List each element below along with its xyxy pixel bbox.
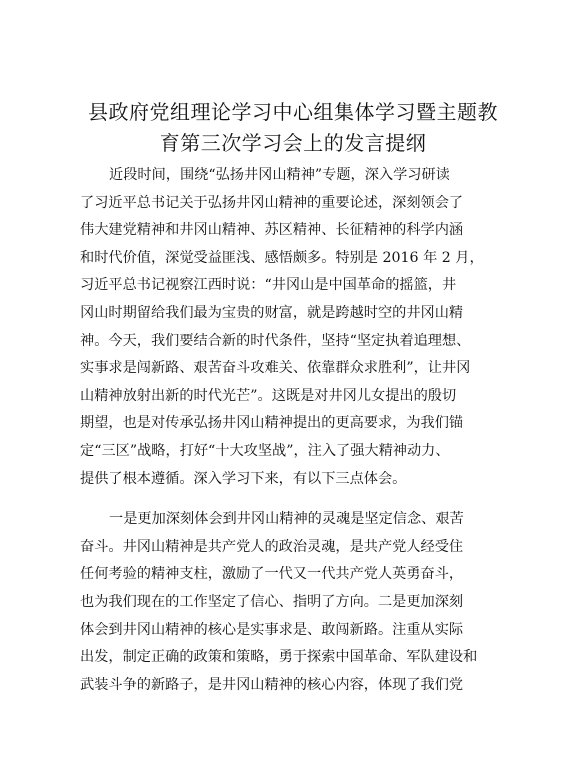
paragraph-line: 定“三区”战略，打好“十大攻坚战”，注入了强大精神动力、 (80, 442, 450, 459)
paragraph-line: 伟大建党精神和井冈山精神、苏区精神、长征精神的科学内涵 (80, 222, 464, 239)
paragraph-line: 提供了根本遵循。深入学习下来，有以下三点体会。 (80, 470, 407, 487)
document-body (80, 162, 510, 699)
paragraph-line: 了习近平总书记关于弘扬井冈山精神的重要论述，深刻领会了 (80, 194, 464, 211)
title-line: 县政府党组理论学习中心组集体学习暨主题教 (88, 100, 498, 124)
paragraph-line: 习近平总书记视察江西时说：“井冈山是中国革命的摇篮，井 (80, 277, 457, 294)
paragraph-line: 奋斗。井冈山精神是共产党人的政治灵魂，是共产党人经受住 (80, 538, 464, 555)
paragraph-line: 体会到井冈山精神的核心是实事求是、敢闯新路。注重从实际 (80, 621, 464, 638)
paragraph-line: 神。今天，我们要结合新的时代条件，坚持“坚定执着追理想、 (80, 332, 471, 349)
paragraph-line: 一是更加深刻体会到井冈山精神的灵魂是坚定信念、艰苦 (109, 511, 464, 528)
title-line: 育第三次学习会上的发言提纲 (159, 131, 427, 155)
paragraph-line: 也为我们现在的工作坚定了信心、指明了方向。二是更加深刻 (80, 593, 464, 610)
paragraph-line: 和时代价值，深觉受益匪浅、感悟颇多。特别是 2016 年 2 月， (80, 249, 484, 266)
paragraph-line: 山精神放射出新的时代光芒”。这既是对井冈儿女提出的殷切 (80, 387, 457, 404)
paragraph-line: 出发，制定正确的政策和策略，勇于探索中国革命、军队建设和 (80, 649, 478, 666)
paragraph-intro (80, 162, 510, 493)
paragraph-line: 实事求是闯新路、艰苦奋斗攻难关、依靠群众求胜利”，让井冈 (80, 360, 471, 377)
document-title (70, 97, 516, 159)
paragraph-line: 武装斗争的新路子，是井冈山精神的核心内容，体现了我们党 (80, 676, 464, 693)
paragraph-line: 任何考验的精神支柱，激励了一代又一代共产党人英勇奋斗， (80, 566, 464, 583)
paragraph-line: 近段时间，围绕“弘扬井冈山精神”专题，深入学习研读 (109, 167, 450, 183)
paragraph-line: 冈山时期留给我们最为宝贵的财富，就是跨越时空的井冈山精 (80, 304, 464, 321)
paragraph-line: 期望，也是对传承弘扬井冈山精神提出的更高要求，为我们锚 (80, 415, 464, 432)
paragraph-insights (80, 506, 510, 699)
